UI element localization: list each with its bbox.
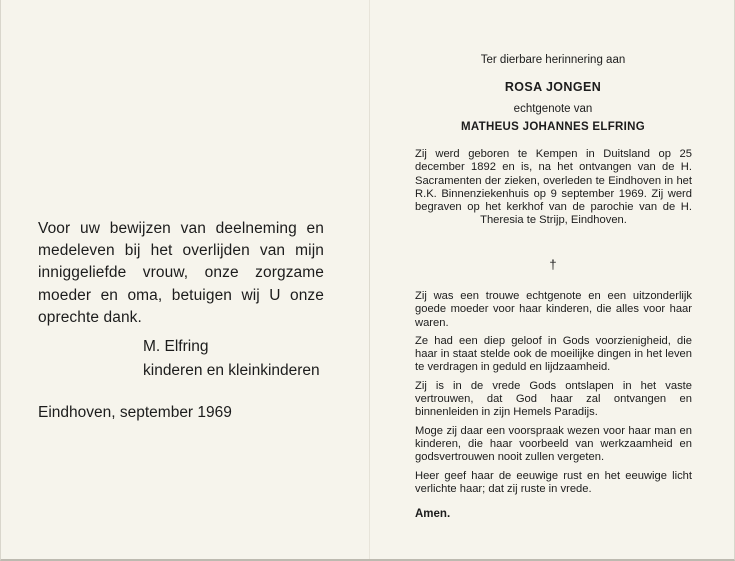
signer-family: kinderen en kleinkinderen bbox=[143, 361, 320, 379]
left-panel bbox=[1, 0, 369, 559]
spouse-label: echtgenote van bbox=[513, 103, 593, 115]
right-panel bbox=[370, 0, 735, 559]
verse: Zij was een trouwe echtgenote en een uitzonderlijk goede moeder voor haar kinderen, die alles voor haar waren. bbox=[415, 290, 692, 329]
place-date: Eindhoven, september 1969 bbox=[38, 404, 232, 421]
verse: Moge zij daar een voorspraak wezen voor haar man en kinderen, die haar voorbeeld van werkzaamheid en godsvertrouwen nooit zullen vergeten. bbox=[415, 424, 692, 464]
deceased-name: ROSA JONGEN bbox=[504, 80, 602, 94]
dedication-line: Ter dierbare herinnering aan bbox=[480, 54, 626, 66]
verse: Ze had een diep geloof in Gods voorzienigheid, die haar in staat stelde ook de moeilijke dingen in het leven te verdragen in geduld en lijdzaamheid. bbox=[415, 334, 692, 374]
thanks-message: Voor uw bewijzen van deelneming en medeleven bij het overlijden van mijn inniggeliefde vrouw, onze zorgzame moeder en oma, betuigen wij U onze oprechte dank. bbox=[38, 220, 324, 326]
signer-name: M. Elfring bbox=[143, 338, 209, 355]
spouse-name: MATHEUS JOHANNES ELFRING bbox=[461, 121, 645, 133]
biography: Zij werd geboren te Kempen in Duitsland op 25 december 1892 en is, na het ontvangen van de H. Sacramenten der zieken, overleden te Eindhoven in het R.K. Binnenziekenhuis op 9 september 1969. Zij werd begraven op het kerkhof van de parochie van de H. Theresia te Strijp, Eindhoven. bbox=[415, 148, 692, 227]
signers bbox=[143, 335, 320, 382]
amen: Amen. bbox=[415, 508, 451, 520]
verses bbox=[415, 290, 692, 501]
verse: Zij is in de vrede Gods ontslapen in het vaste vertrouwen, dat God haar zal ontvangen en binnenleiden in zijn Hemels Paradijs. bbox=[415, 379, 692, 419]
verse: Heer geef haar de eeuwige rust en het eeuwige licht verlichte haar; dat zij ruste in vrede. bbox=[415, 469, 692, 495]
cross-icon: † bbox=[549, 257, 557, 272]
